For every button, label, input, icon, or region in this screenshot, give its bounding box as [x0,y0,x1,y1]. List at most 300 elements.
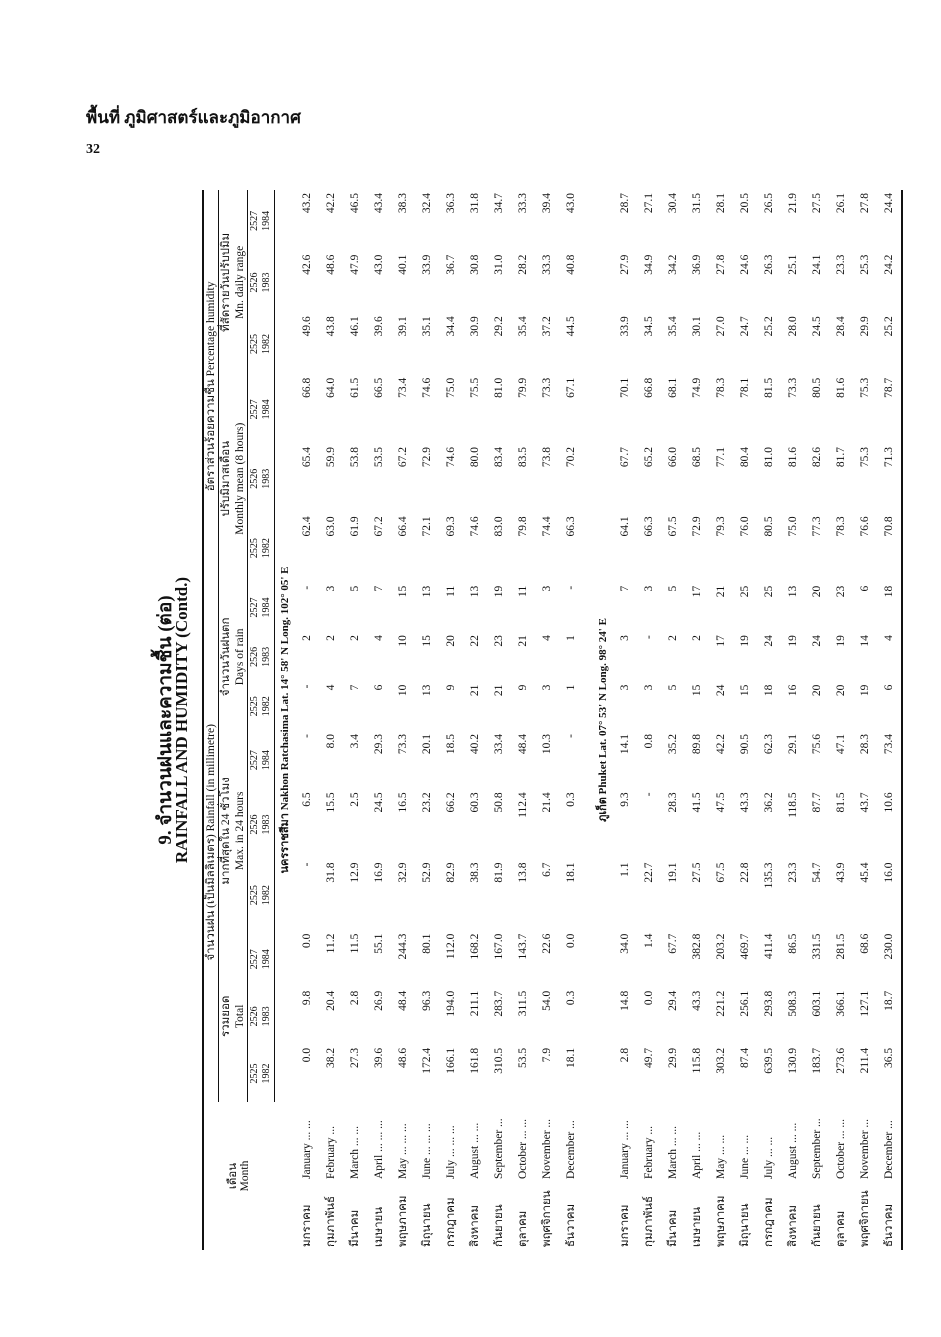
table-cell: 43.7 [859,792,871,813]
month-header-english: Month [239,1160,252,1192]
table-cell: 20 [811,684,823,697]
table-cell: 31.8 [469,193,481,214]
range-header-english: Mn. daily range [233,190,248,375]
table-cell: 310.5 [493,1047,505,1074]
year-header-row [248,190,275,1250]
table-cell: 29.1 [787,734,799,755]
table-cell: 25 [763,585,775,598]
table-cell: 40.1 [397,254,409,275]
table-cell: 15.5 [325,792,337,813]
month-header [203,1102,275,1250]
table-row [487,190,511,1250]
table-cell: 43.3 [739,792,751,813]
table-cell: 42.2 [715,734,727,755]
year-buddhist: 2527 [249,210,260,231]
table-row [877,190,902,1250]
table-cell: 26.3 [763,254,775,275]
table-cell: 18.7 [877,988,902,1045]
table-cell: 23 [835,585,847,598]
mean-header-english: Monthly mean (8 hours) [233,375,248,583]
month-english: December ... [877,1102,902,1182]
table-cell: 49.6 [301,316,313,337]
table-cell: 46.5 [349,193,361,214]
year-gregorian: 1984 [261,210,272,231]
month-thai: กุมภาพันธ์ [325,1195,337,1247]
table-cell: 79.8 [517,516,529,537]
table-cell: 67.5 [667,516,679,537]
table-cell: 80.5 [811,377,823,398]
table-cell: 22.7 [643,862,655,883]
table-cell: 29.4 [667,990,679,1011]
month-thai: พฤศจิกายน [859,1190,871,1247]
table-cell: 28.4 [835,316,847,337]
table-cell: 20 [835,684,847,697]
table-cell: 26.1 [835,193,847,214]
table-cell: 34.9 [643,254,655,275]
table-cell: 211.4 [859,1047,871,1074]
year-gregorian: 1983 [261,468,272,489]
table-cell: 12.9 [349,862,361,883]
table-row [805,190,829,1250]
table-cell: 79.9 [517,377,529,398]
year-gregorian: 1983 [261,272,272,293]
table-cell: 53.5 [517,1047,529,1069]
table-cell: 46.1 [349,316,361,337]
table-cell: 87.7 [811,792,823,813]
month-english: March ... ... [349,1125,361,1179]
table-cell: 76.0 [739,516,751,537]
month-thai: กันยายน [811,1204,823,1247]
year-gregorian: 1983 [261,814,272,835]
table-cell: 14 [859,635,871,647]
rainfall-header: จำนวนฝน (เป็นมิลลิเมตร) Rainfall (in millimetre) [203,583,219,1102]
table-cell: 71.3 [877,444,902,513]
table-row [295,190,319,1250]
table-cell: 34.4 [445,316,457,337]
table-cell: 33.3 [517,193,529,214]
month-english: September ... [493,1118,505,1179]
table-cell: 244.3 [397,933,409,960]
table-cell: 28.2 [517,254,529,275]
table-cell: 19 [739,635,751,647]
table-cell: 20 [445,635,457,647]
table-cell: 9.3 [619,792,631,807]
month-english: April ... ... [691,1131,703,1179]
table-cell: 21.4 [541,792,553,813]
table-cell: 38.3 [469,862,481,883]
table-cell: 6 [859,585,871,592]
table-cell: 72.9 [691,516,703,537]
table-cell: 256.1 [739,990,751,1017]
table-cell: 167.0 [493,933,505,960]
table-cell: 331.5 [811,933,823,960]
table-cell: 42.6 [301,254,313,275]
table-cell: 76.6 [859,516,871,537]
table-cell: 47.9 [349,254,361,275]
table-cell: 26.5 [763,193,775,214]
table-cell: 74.4 [541,516,553,537]
table-cell: 70.2 [565,447,577,468]
table-cell: 16 [787,684,799,697]
table-cell: 35.4 [667,316,679,337]
table-cell: 15 [691,684,703,697]
table-cell: 66.3 [565,516,577,537]
table-cell: 10.6 [877,789,902,859]
table-cell: 27.8 [859,193,871,214]
year-gregorian: 1982 [261,696,272,717]
table-cell: 34.5 [643,316,655,337]
table-cell: 33.9 [421,254,433,275]
station-label: ภูเก็ต Phuket Lat. 07° 53' N Long. 98° 24' E [597,618,609,822]
days-header-english: Days of rain [233,583,248,731]
year-buddhist: 2527 [249,399,260,420]
table-cell: 5 [667,585,679,592]
table-cell: 81.6 [787,447,799,468]
table-cell: 34.2 [667,254,679,275]
table-cell: 96.3 [421,990,433,1011]
table-row [661,190,685,1250]
table-cell: 18 [877,583,902,632]
table-row [511,190,535,1250]
table-cell: 25.3 [859,254,871,275]
table-cell: 2.8 [619,1047,631,1063]
table-cell: 73.4 [877,731,902,789]
month-thai: ธันวาคม [877,1182,902,1250]
table-cell: 16.0 [877,860,902,931]
table-cell: 2.8 [349,990,361,1006]
table-cell: 23 [493,635,505,647]
table-cell: 43.0 [373,254,385,275]
table-cell: 37.2 [541,316,553,337]
table-cell: 4 [325,684,337,691]
table-cell: 30.9 [469,316,481,337]
table-cell: 28.0 [787,316,799,337]
table-cell: 14.8 [619,990,631,1011]
month-english: May ... ... [715,1134,727,1179]
table-cell: 19.1 [667,862,679,883]
year-gregorian: 1983 [261,646,272,667]
table-cell: 603.1 [811,990,823,1017]
table-cell: 74.6 [445,447,457,468]
year-gregorian: 1982 [261,538,272,559]
table-cell: 4 [541,635,553,641]
table-cell: 36.3 [445,193,457,214]
table-cell: 20.1 [421,734,433,755]
spacer-row [583,190,593,1250]
table-cell: 21.9 [787,193,799,214]
table-cell: 6.7 [541,862,553,877]
table-cell: 11.5 [349,933,361,954]
table-cell: 52.9 [421,862,433,883]
table-cell: 72.9 [421,447,433,468]
table-cell: 18.1 [565,1047,577,1069]
year-buddhist: 2525 [249,1063,260,1084]
year-buddhist: 2527 [249,750,260,771]
month-thai: ตุลาคม [835,1210,847,1247]
humidity-header: อัตราส่วนร้อยความชื้น Percentage humidity [203,190,219,583]
table-row [415,190,439,1250]
table-cell: 48.6 [325,254,337,275]
table-cell: - [301,684,313,689]
month-thai: มีนาคม [667,1209,679,1247]
table-cell: 43.8 [325,316,337,337]
station-row [275,190,296,1250]
table-cell: 639.5 [763,1047,775,1074]
table-cell: 29.9 [859,316,871,337]
table-cell: 18.5 [445,734,457,755]
max-header-thai: มากที่สุดใน 24 ชั่วโมง [220,777,232,885]
month-thai: ตุลาคม [517,1210,529,1247]
table-cell: 15 [397,585,409,598]
table-cell: 22.8 [739,862,751,883]
year-header [248,513,275,582]
spacer-cell [583,190,593,1250]
table-cell: 43.0 [565,193,577,214]
table-cell: 16.9 [373,862,385,883]
table-cell: 5 [667,684,679,691]
table-cell: 25.2 [763,316,775,337]
rainfall-humidity-table [202,190,903,1250]
year-gregorian: 1984 [261,597,272,618]
table-cell: 47.5 [715,792,727,813]
table-cell: 9 [517,684,529,691]
table-cell: 20.4 [325,990,337,1011]
year-header [248,931,275,988]
table-cell: 78.7 [877,375,902,444]
table-cell: - [301,734,313,738]
table-cell: 90.5 [739,734,751,755]
total-header-english: Total [233,931,248,1102]
table-row [613,190,637,1250]
table-cell: 1 [565,635,577,641]
table-cell: 411.4 [763,933,775,960]
year-buddhist: 2525 [249,885,260,906]
table-cell: 0.0 [643,990,655,1006]
table-cell: 86.5 [787,933,799,954]
year-gregorian: 1982 [261,333,272,354]
table-cell: 30.4 [667,193,679,214]
table-cell: 28.3 [859,734,871,755]
table-cell: 68.5 [691,447,703,468]
table-cell: 81.9 [493,862,505,883]
month-english: April ... ... ... [373,1120,385,1179]
table-cell: 87.4 [739,1047,751,1069]
month-english: August ... ... [469,1122,481,1179]
table-cell: 29.2 [493,316,505,337]
table-row [535,190,559,1250]
table-cell: 78.3 [835,516,847,537]
table-cell: 112.0 [445,933,457,960]
table-cell: 24 [715,684,727,697]
year-buddhist: 2525 [249,538,260,559]
table-cell: 34.0 [619,933,631,954]
table-cell: 30.1 [691,316,703,337]
month-thai: มีนาคม [349,1209,361,1247]
year-header [248,313,275,375]
table-body [275,190,903,1250]
table-cell: 6.5 [301,792,313,807]
year-buddhist: 2526 [249,272,260,293]
month-thai: กรกฎาคม [445,1197,457,1247]
table-cell: 24.4 [877,190,902,252]
table-cell: 13 [421,585,433,598]
table-row [757,190,781,1250]
table-cell: - [643,635,655,639]
table-cell: 14.1 [619,734,631,755]
year-buddhist: 2526 [249,1006,260,1027]
table-cell: 54.7 [811,862,823,883]
table-cell: 75.5 [469,377,481,398]
table-cell: 211.1 [469,990,481,1017]
table-cell: 74.6 [421,377,433,398]
table-cell: 80.4 [739,447,751,468]
table-cell: 80.0 [469,447,481,468]
table-cell: 73.3 [541,377,553,398]
table-cell: 194.0 [445,990,457,1017]
table-cell: 72.1 [421,516,433,537]
table-cell: 1.1 [619,862,631,877]
table-cell: - [301,585,313,590]
table-cell: 19 [859,684,871,697]
table-cell: 21 [469,684,481,697]
table-cell: 81.0 [763,447,775,468]
table-cell: 6 [373,684,385,691]
table-cell: 7 [349,684,361,691]
table-cell: 79.3 [715,516,727,537]
table-cell: 127.1 [859,990,871,1017]
table-cell: 112.4 [517,792,529,818]
mean-header-thai: ปรับมิมาสเดือน [220,440,232,517]
year-header [248,988,275,1045]
year-gregorian: 1984 [261,399,272,420]
table-cell: 13 [421,684,433,697]
table-cell: 48.6 [397,1047,409,1069]
running-head: พื้นที่ ภูมิศาสตร์และภูมิอากาศ [86,108,301,127]
table-cell: 13.8 [517,862,529,883]
table-cell: 1 [565,684,577,691]
table-cell: 273.6 [835,1047,847,1074]
table-cell: 73.3 [787,377,799,398]
table-cell: 172.4 [421,1047,433,1074]
table-cell: 21 [493,684,505,697]
table-cell: 366.1 [835,990,847,1017]
table-cell: 23.3 [787,862,799,883]
table-cell: 69.3 [445,516,457,537]
table-cell: 68.1 [667,377,679,398]
days-header-thai: จำนวนวันฝนตก [220,617,232,697]
table-cell: 115.8 [691,1047,703,1074]
month-thai: สิงหาคม [469,1205,481,1247]
table-cell: 19 [835,635,847,647]
table-cell: 66.0 [667,447,679,468]
table-row [853,190,877,1250]
table-cell: 67.7 [619,447,631,468]
table-cell: 0.3 [565,990,577,1006]
table-cell: 24.5 [373,792,385,813]
table-title-english: RAINFALL AND HUMIDITY (Contd.) [172,576,191,864]
table-cell: 281.5 [835,933,847,960]
table-cell: 64.1 [619,516,631,537]
table-cell: 23.2 [421,792,433,813]
table-cell: 7 [619,585,631,592]
table-cell: 36.7 [445,254,457,275]
table-cell: 4 [373,635,385,641]
table-cell: 83.5 [517,447,529,468]
station-label: นครราชสีมา Nakhon Ratchasima Lat. 14° 58' N Long. 102° 05' E [279,566,291,874]
table-cell: 18 [763,684,775,697]
year-header [248,632,275,681]
table-cell: 2 [325,635,337,641]
table-cell: 28.1 [715,193,727,214]
table-cell: 63.0 [325,516,337,537]
month-thai: มิถุนายน [739,1203,751,1247]
table-cell: 161.8 [469,1047,481,1074]
table-cell: 62.3 [763,734,775,755]
table-cell: 67.5 [715,862,727,883]
table-cell: 77.3 [811,516,823,537]
year-buddhist: 2525 [249,696,260,717]
table-title-thai: 9. จำนวนฝนและความชื้น (ต่อ) [155,595,176,845]
table-cell: 21 [715,585,727,598]
month-english: July ... ... [763,1136,775,1179]
table-cell: 24.6 [739,254,751,275]
table-cell: 53.8 [349,447,361,468]
table-row [463,190,487,1250]
table-cell: 3 [619,684,631,691]
month-english: June ... ... ... [421,1123,433,1179]
table-cell: 67.2 [397,447,409,468]
table-cell: 18.1 [565,862,577,883]
table-cell: 118.5 [787,792,799,818]
table-cell: 66.5 [373,377,385,398]
table-row [391,190,415,1250]
table-cell: 68.6 [859,933,871,954]
table-cell: 33.4 [493,734,505,755]
table-row [367,190,391,1250]
table-cell: 166.1 [445,1047,457,1074]
table-cell: 75.3 [859,447,871,468]
table-cell: 39.4 [541,193,553,214]
table-cell: 33.9 [619,316,631,337]
table-cell: 17 [691,585,703,598]
table-cell: 183.7 [811,1047,823,1074]
table-cell: 10 [397,684,409,697]
table-cell: 2 [349,635,361,641]
table-cell: 0.8 [643,734,655,749]
table-cell: 74.6 [469,516,481,537]
table-cell: 31.8 [325,862,337,883]
table-cell: 38.2 [325,1047,337,1069]
month-english: February ... [325,1125,337,1179]
table-cell: 3 [619,635,631,641]
table-cell: 30.8 [469,254,481,275]
table-cell: 203.2 [715,933,727,960]
year-gregorian: 1982 [261,1063,272,1084]
year-header [248,682,275,731]
table-cell: 32.4 [421,193,433,214]
table-cell: 67.7 [667,933,679,954]
table-cell: 0.0 [301,933,313,949]
table-cell: 311.5 [517,990,529,1017]
year-header [248,444,275,513]
table-row [829,190,853,1250]
table-cell: 70.8 [877,513,902,582]
table-cell: 45.4 [859,862,871,883]
table-cell: 75.3 [859,377,871,398]
table-cell: 55.1 [373,933,385,954]
table-cell: 62.4 [301,516,313,537]
table-cell: 3 [541,684,553,691]
